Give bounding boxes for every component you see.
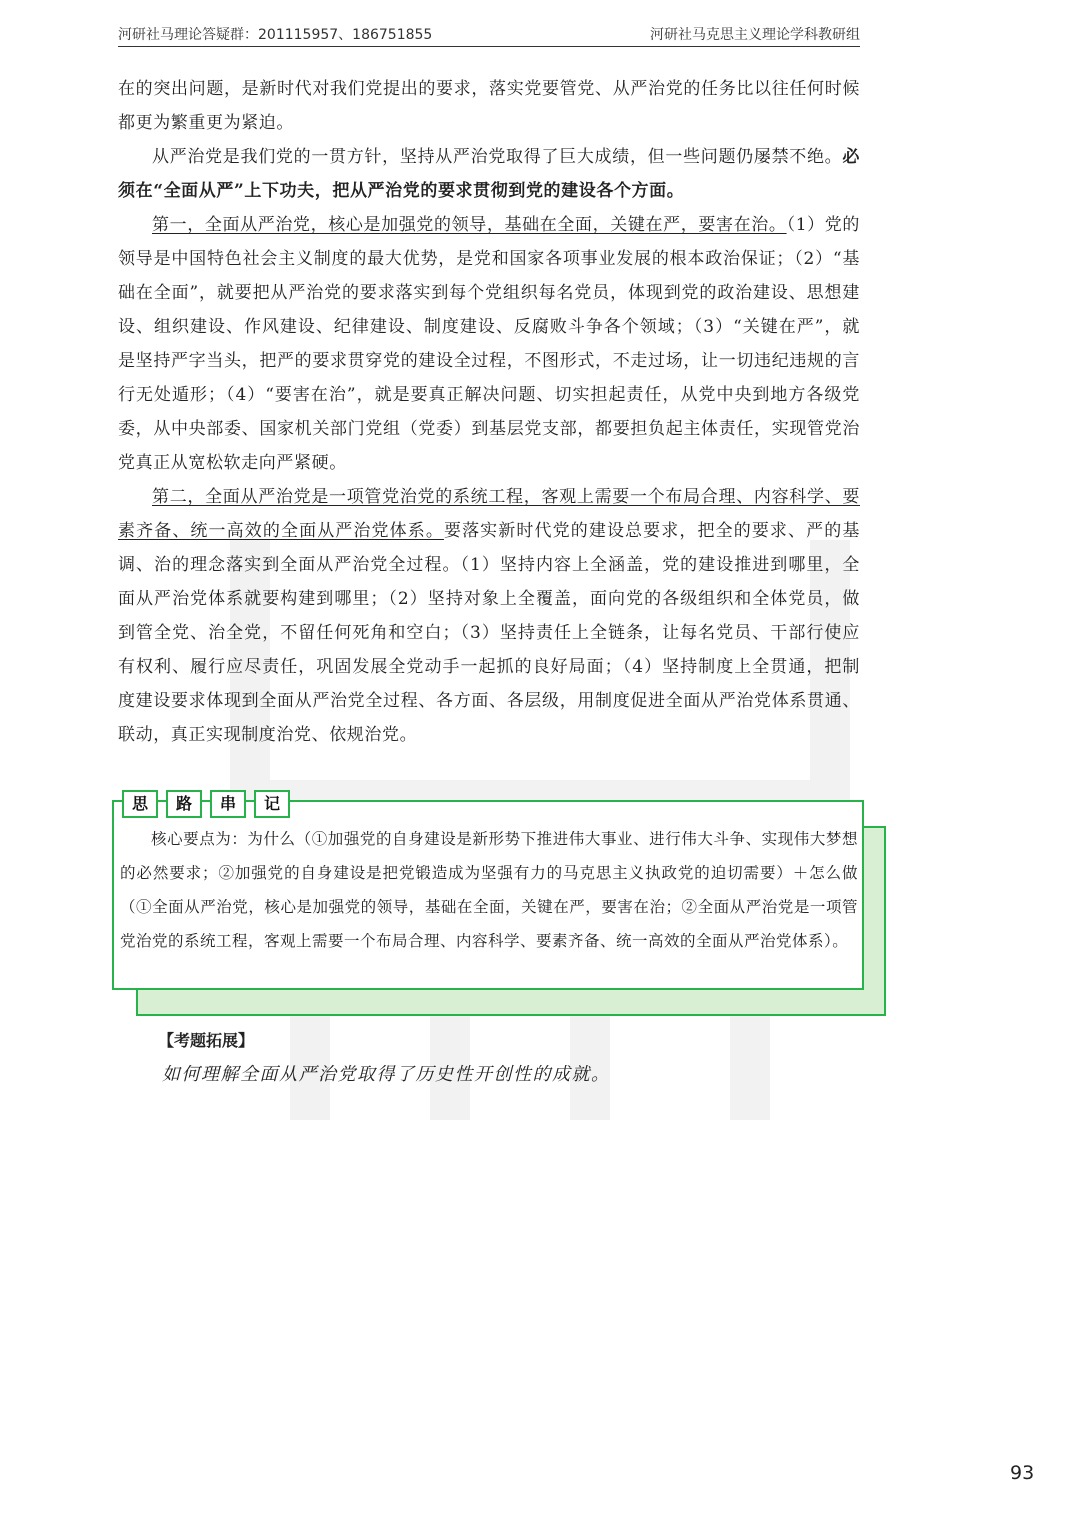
header-left-text: 河研社马理论答疑群：201115957、186751855 xyxy=(118,27,433,43)
paragraph-2 xyxy=(118,140,860,208)
note-tabs xyxy=(122,790,290,818)
note-text xyxy=(120,822,858,958)
page-header xyxy=(118,22,860,47)
note-tab-lu: 路 xyxy=(166,790,202,818)
paragraph-1: 在的突出问题，是新时代对我们党提出的要求，落实党要管党、从严治党的任务比以往任何时候都更为繁重更为紧迫。 xyxy=(118,79,860,133)
paragraph-4-text: 要落实新时代党的建设总要求，把全的要求、严的基调、治的理念落实到全面从严治党全过程。（1）坚持内容上全涵盖，党的建设推进到哪里，全面从严治党体系就要构建到哪里；（2）坚持对象上全覆盖，面向党的各级组织和全体党员，做到管全党、治全党，不留任何死角和空白；（3）坚持责任上全链条，让每名党员、干部行使应有权利、履行应尽责任，巩固发展全党动手一起抓的良好局面；（4）坚持制度上全贯通，把制度建设要求体现到全面从严治党全过程、各方面、各层级，用制度促进全面从严治党体系贯通、联动，真正实现制度治党、依规治党。 xyxy=(118,521,860,745)
paragraph-3-text: （1）党的领导是中国特色社会主义制度的最大优势，是党和国家各项事业发展的根本政治保证；（2）“基础在全面”，就要把从严治党的要求落实到每个党组织每名党员，体现到党的政治建设、思想建设、组织建设、作风建设、纪律建设、制度建设、反腐败斗争各个领域；（3）“关键在严”，就是坚持严字当头，把严的要求贯穿党的建设全过程，不图形式，不走过场，让一切违纪违规的言行无处遁形；（4）“要害在治”，就是要真正解决问题、切实担起责任，从党中央到地方各级党委，从中央部委、国家机关部门党组（党委）到基层党支部，都要担负起主体责任，实现管党治党真正从宽松软走向严紧硬。 xyxy=(118,215,860,473)
paragraph-2-text: 从严治党是我们党的一贯方针，坚持从严治党取得了巨大成绩，但一些问题仍屡禁不绝。 xyxy=(152,147,843,167)
page-number: 93 xyxy=(1010,1462,1035,1484)
header-right-text: 河研社马克思主义理论学科教研组 xyxy=(650,27,860,43)
note-tab-si: 思 xyxy=(122,790,158,818)
paragraph-4 xyxy=(118,480,860,752)
exam-question: 如何理解全面从严治党取得了历史性开创性的成就。 xyxy=(162,1064,611,1085)
paragraph-3-heading: 第一，全面从严治党，核心是加强党的领导，基础在全面，关键在严，要害在治。 xyxy=(152,215,787,235)
paragraph-3 xyxy=(118,208,860,480)
body-text xyxy=(118,72,860,752)
paragraph-2-bold: 必须在“全面从严”上下功夫，把从严治党的要求贯彻到党的建设各个方面。 xyxy=(118,147,860,201)
paragraph-4-heading: 第二，全面从严治党是一项管党治党的系统工程，客观上需要一个布局合理、内容科学、要素齐备、统一高效的全面从严治党体系。 xyxy=(118,487,860,541)
note-tab-chuan: 串 xyxy=(210,790,246,818)
note-tab-ji: 记 xyxy=(254,790,290,818)
exam-extension-title: 【考题拓展】 xyxy=(158,1031,255,1050)
note-paragraph: 核心要点为：为什么（①加强党的自身建设是新形势下推进伟大事业、进行伟大斗争、实现伟大梦想的必然要求；②加强党的自身建设是把党锻造成为坚强有力的马克思主义执政党的迫切需要）＋怎么做（①全面从严治党，核心是加强党的领导，基础在全面，关键在严，要害在治；②全面从严治党是一项管党治党的系统工程，客观上需要一个布局合理、内容科学、要素齐备、统一高效的全面从严治党体系）。 xyxy=(120,830,858,950)
